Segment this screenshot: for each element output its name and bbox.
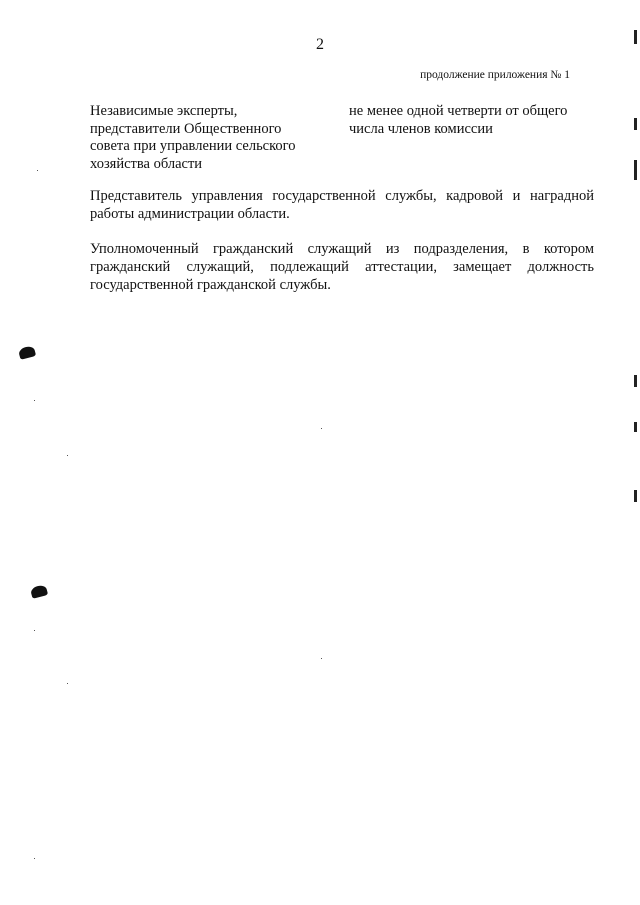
scan-speck [34, 858, 35, 859]
scan-edge-mark [634, 375, 637, 387]
quota-line: не менее одной четверти от общего [349, 103, 568, 119]
scan-edge-mark [634, 160, 637, 180]
scan-edge-mark [634, 118, 637, 130]
commission-member-description [90, 103, 330, 173]
member-line: хозяйства области [90, 155, 203, 172]
paragraph-authorized-employee [90, 240, 594, 294]
commission-member-quota [349, 103, 599, 138]
quota-line: числа членов комиссии [349, 120, 493, 137]
member-line: совета при управлении сельского [90, 138, 296, 154]
paragraph-line: гражданский служащий, подлежащий аттестации, замещает должность [90, 259, 594, 275]
scan-speck [67, 683, 68, 684]
scan-speck [37, 170, 38, 171]
scan-punch-hole-mark [30, 584, 48, 599]
member-line: представители Общественного [90, 120, 282, 137]
scan-speck [34, 400, 35, 401]
scan-edge-mark [634, 490, 637, 502]
scan-speck [34, 630, 35, 631]
paragraph-line: Представитель управления государственной службы, кадровой и наградной [90, 188, 594, 204]
paragraph-line: работы администрации области. [90, 206, 290, 222]
paragraph-line: государственной гражданской службы. [90, 277, 331, 293]
scan-speck [67, 455, 68, 456]
paragraph-line: Уполномоченный гражданский служащий из подразделения, в котором [90, 241, 594, 257]
scan-edge-mark [634, 422, 637, 432]
page-number: 2 [316, 36, 324, 53]
scan-speck [321, 428, 322, 429]
member-line: Независимые эксперты, [90, 103, 238, 119]
scan-edge-mark [634, 30, 637, 44]
scan-speck [321, 658, 322, 659]
scan-punch-hole-mark [18, 345, 36, 360]
paragraph-hr-representative [90, 187, 594, 223]
appendix-note: продолжение приложения № 1 [420, 69, 570, 81]
